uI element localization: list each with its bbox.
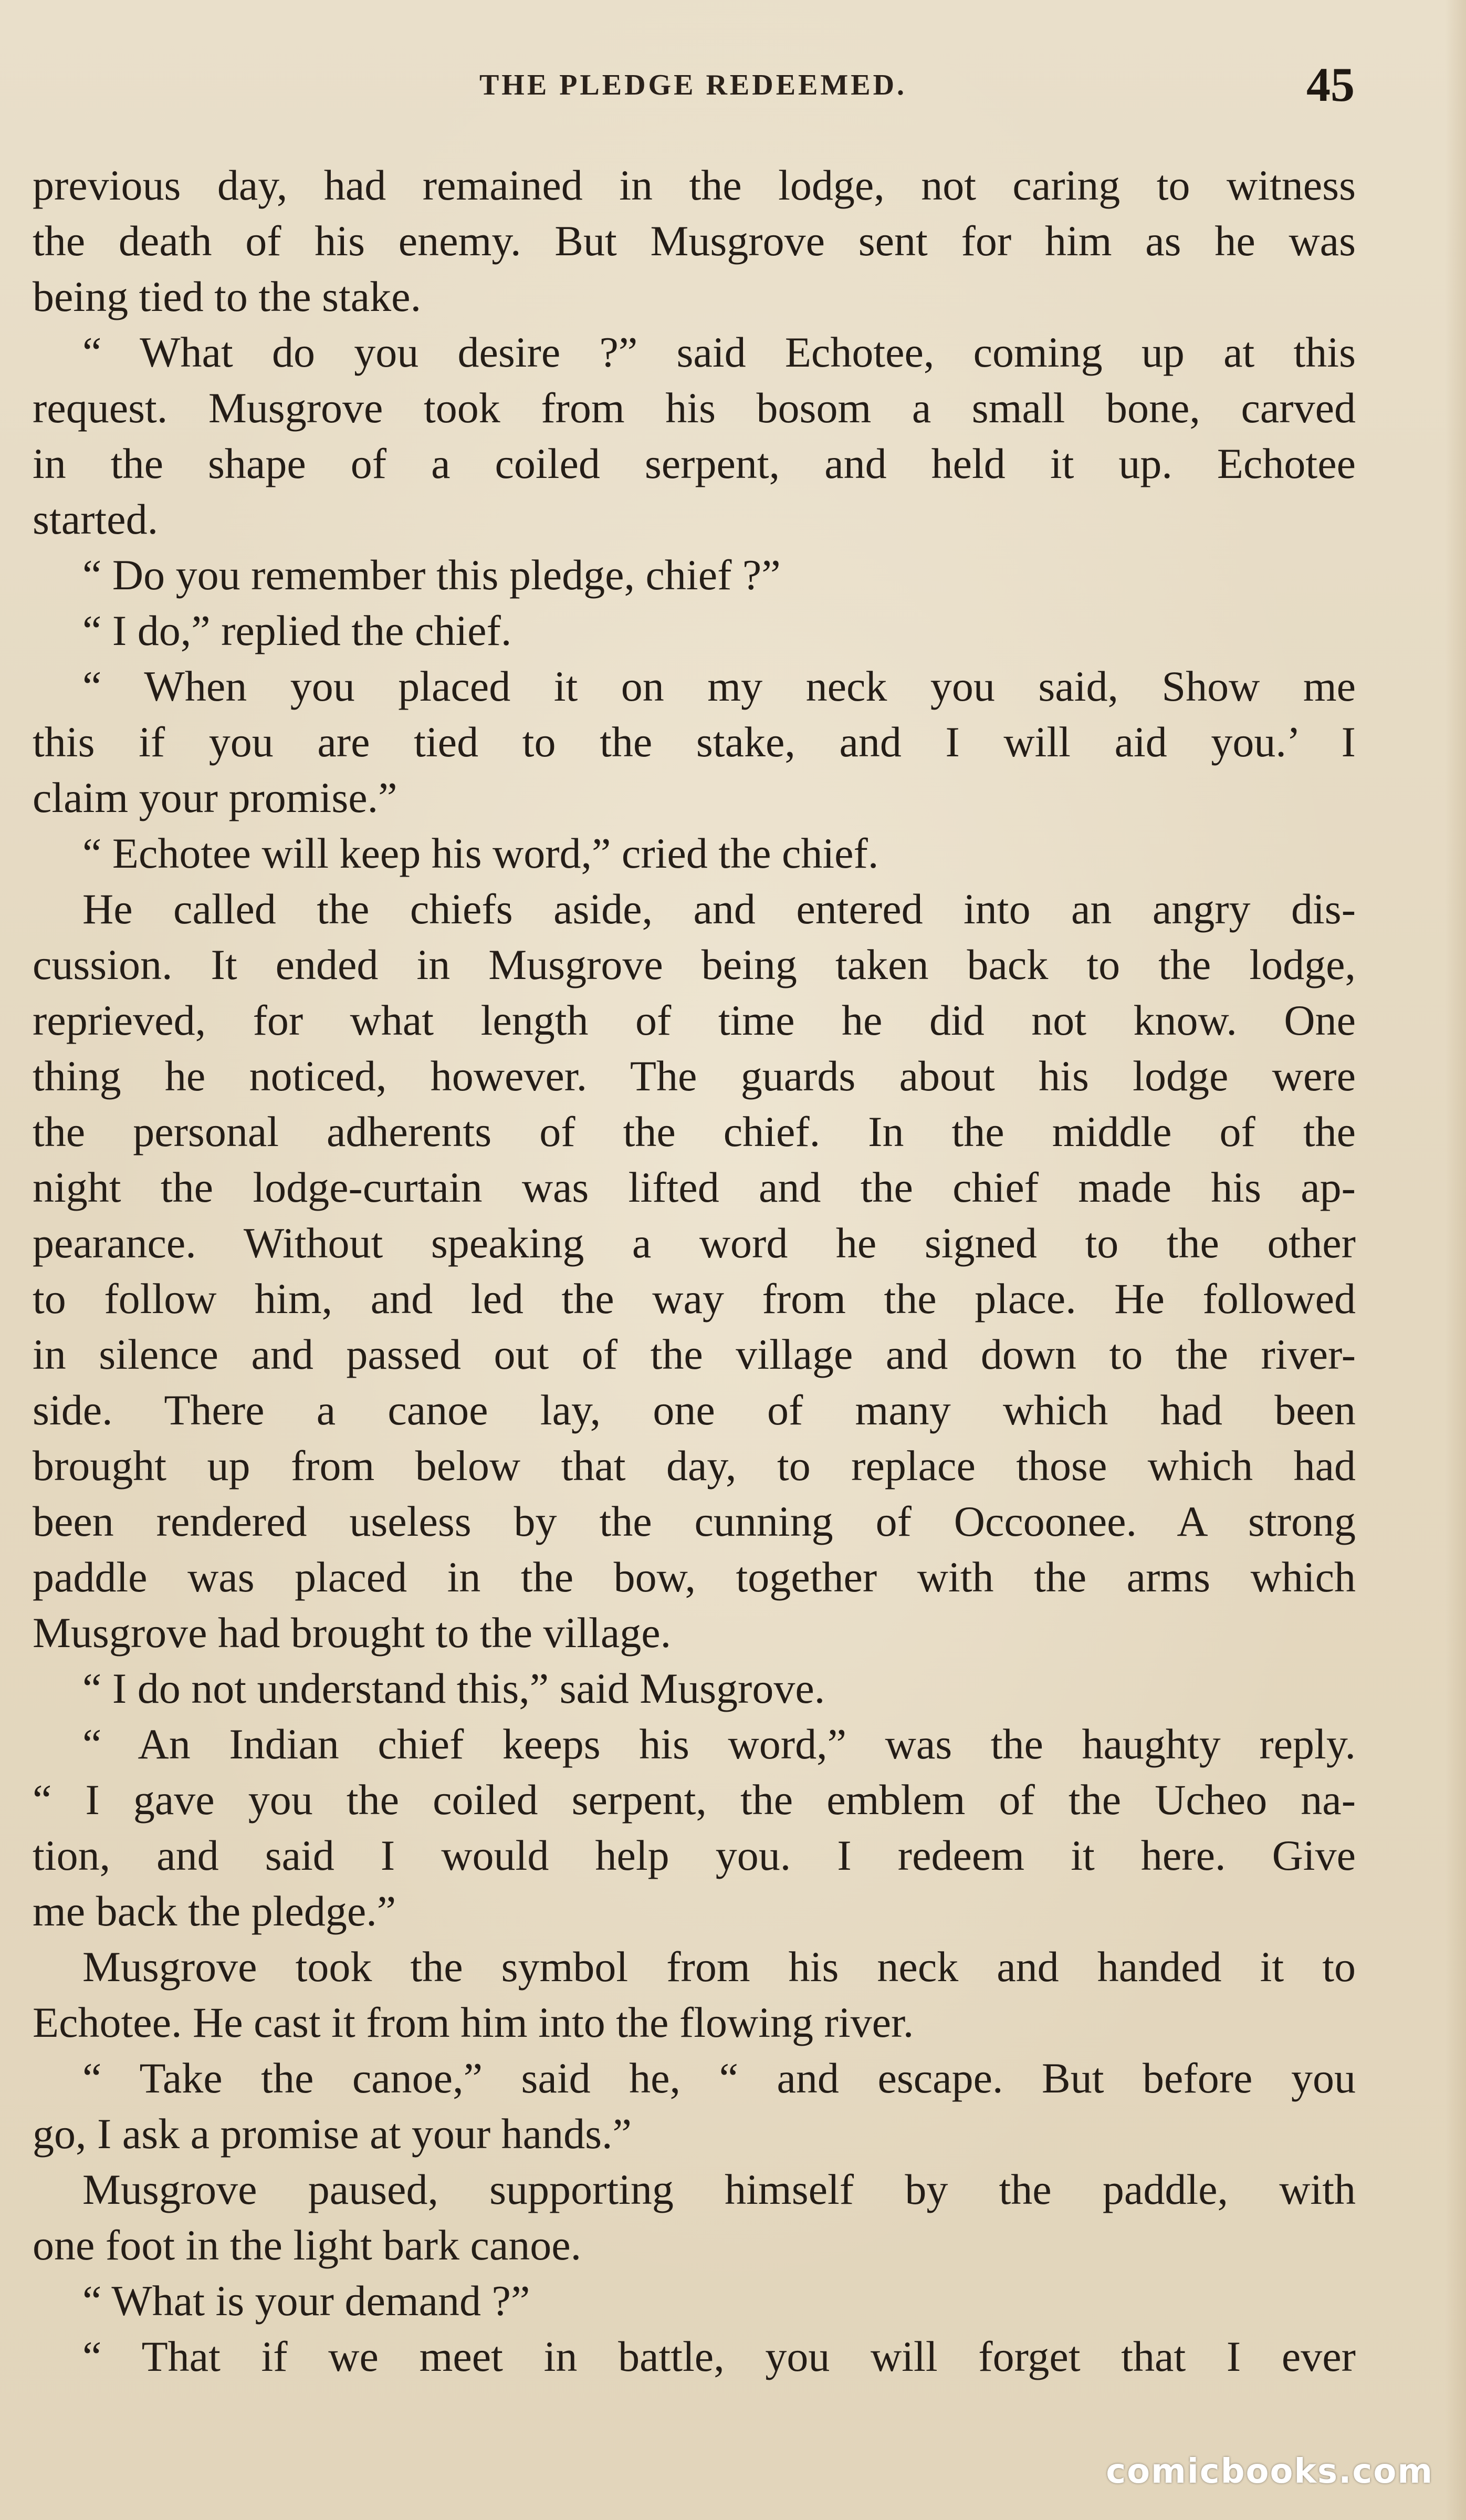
text-line: “ Echotee will keep his word,” cried the chief. xyxy=(82,829,879,877)
text-line: thing he noticed, however. The guards about his lodge were xyxy=(33,1052,1356,1100)
text-line: Musgrove took the symbol from his neck and handed it to xyxy=(82,1943,1356,1991)
text-line: previous day, had remained in the lodge, not caring to witness xyxy=(33,161,1356,209)
text-line: brought up from below that day, to replace those which had xyxy=(33,1442,1356,1490)
text-line: me back the pledge.” xyxy=(33,1887,396,1935)
text-line: tion, and said I would help you. I redeem it here. Give xyxy=(33,1831,1356,1879)
body-text xyxy=(33,158,1356,2384)
text-line: pearance. Without speaking a word he signed to the other xyxy=(33,1219,1356,1267)
text-line: “ An Indian chief keeps his word,” was the haughty reply. xyxy=(82,1720,1356,1768)
text-line: He called the chiefs aside, and entered into an angry dis- xyxy=(82,885,1356,933)
text-line: night the lodge-curtain was lifted and the chief made his ap- xyxy=(33,1163,1356,1211)
text-line: reprieved, for what length of time he did not know. One xyxy=(33,996,1356,1044)
text-line: been rendered useless by the cunning of Occoonee. A strong xyxy=(33,1497,1356,1545)
text-line: one foot in the light bark canoe. xyxy=(33,2221,582,2269)
page-edge-shadow xyxy=(1445,0,1466,2520)
text-line: “ Do you remember this pledge, chief ?” xyxy=(82,551,781,599)
text-line: paddle was placed in the bow, together with the arms which xyxy=(33,1553,1356,1601)
text-line: side. There a canoe lay, one of many which had been xyxy=(33,1386,1356,1434)
text-line: in silence and passed out of the village and down to the river- xyxy=(33,1330,1356,1378)
text-line: “ When you placed it on my neck you said, Show me xyxy=(82,662,1356,710)
text-line: Musgrove paused, supporting himself by the paddle, with xyxy=(82,2165,1356,2213)
site-watermark: comicbooks.com xyxy=(1106,2452,1433,2491)
text-line: in the shape of a coiled serpent, and held it up. Echotee xyxy=(33,440,1356,487)
text-line: claim your promise.” xyxy=(33,774,397,821)
text-line: “ I do not understand this,” said Musgrove. xyxy=(82,1664,825,1712)
text-line: request. Musgrove took from his bosom a small bone, carved xyxy=(33,384,1356,432)
text-line: the personal adherents of the chief. In the middle of the xyxy=(33,1108,1356,1155)
text-line: “ What is your demand ?” xyxy=(82,2277,530,2325)
page-number: 45 xyxy=(1306,58,1355,111)
text-line: being tied to the stake. xyxy=(33,273,422,320)
text-line: “ I gave you the coiled serpent, the emblem of the Ucheo na- xyxy=(33,1776,1356,1824)
text-line: “ That if we meet in battle, you will forget that I ever xyxy=(82,2332,1356,2380)
text-line: cussion. It ended in Musgrove being taken back to the lodge, xyxy=(33,941,1356,988)
running-title: THE PLEDGE REDEEMED. xyxy=(479,69,907,101)
text-line: Echotee. He cast it from him into the flowing river. xyxy=(33,1998,914,2046)
text-line: go, I ask a promise at your hands.” xyxy=(33,2110,632,2158)
text-line: this if you are tied to the stake, and I will aid you.’ I xyxy=(33,718,1356,766)
text-line: the death of his enemy. But Musgrove sent for him as he was xyxy=(33,217,1356,265)
text-line: started. xyxy=(33,495,159,543)
text-line: Musgrove had brought to the village. xyxy=(33,1609,672,1657)
page-header xyxy=(32,58,1355,110)
text-line: “ What do you desire ?” said Echotee, coming up at this xyxy=(82,328,1356,376)
text-line: “ I do,” replied the chief. xyxy=(82,607,512,654)
text-line: to follow him, and led the way from the place. He followed xyxy=(33,1275,1356,1323)
text-line: “ Take the canoe,” said he, “ and escape. But before you xyxy=(82,2054,1356,2102)
